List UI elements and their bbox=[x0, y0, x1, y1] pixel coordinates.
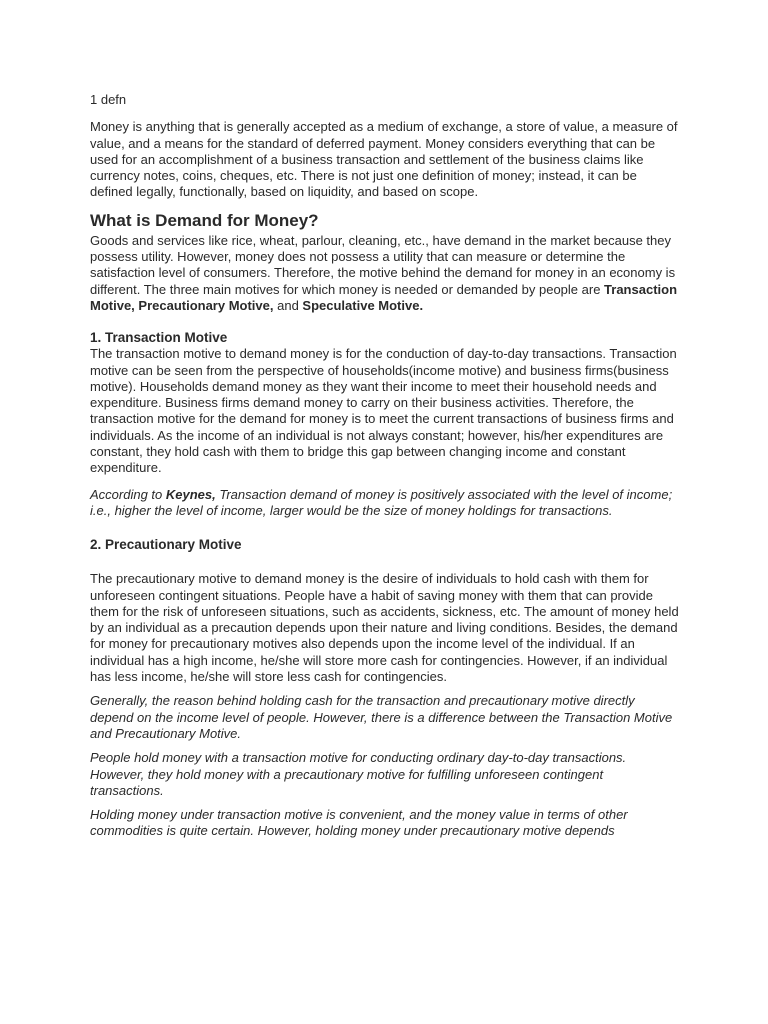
transaction-motive-heading: 1. Transaction Motive bbox=[90, 330, 228, 346]
demand-text: Goods and services like rice, wheat, parlour, cleaning, etc., have demand in the market because they possess utility. However, money does not possess a utility that can measure or determine the satisfaction level of consumers. Therefore, the motive behind the demand for money in an economy is different. The three main motives for which money is needed or demanded by people are bbox=[90, 232, 676, 297]
definition-label: 1 defn bbox=[90, 92, 127, 107]
precautionary-motive-paragraph: The precautionary motive to demand money is the desire of individuals to hold cash with them for unforeseen contingent situations. People have a habit of saving money with them that can provide them for the risk of unforeseen situations, such as accidents, sickness, etc. The amount of money held by an individual as a precaution depends upon their nature and living conditions. Besides, the demand for money for precautionary motives also depends upon the income level of the individual. If an individual has a high income, he/she will store more cash for contingencies. However, if an individual has less income, he/she will store less cash for contingencies. bbox=[90, 571, 679, 685]
quote-text: Transaction demand of money is positively associated with the level of income; i.e., higher the level of income, larger would be the size of money holdings for transactions. bbox=[90, 486, 673, 518]
demand-and: and bbox=[273, 297, 303, 313]
keynes-quote bbox=[90, 487, 680, 520]
demand-paragraph bbox=[90, 233, 680, 314]
demand-heading: What is Demand for Money? bbox=[90, 210, 319, 230]
precautionary-motive-heading: 2. Precautionary Motive bbox=[90, 537, 242, 553]
precautionary-italic-3: Holding money under transaction motive is convenient, and the money value in terms of other commodities is quite certain. However, holding money under precautionary motive depends bbox=[90, 807, 628, 839]
intro-paragraph: Money is anything that is generally accepted as a medium of exchange, a store of value, a measure of value, and a means for the standard of deferred payment. Money considers everything that can be used for an accomplishment of a business transaction and settlement of the business claims like currency notes, coins, cheques, etc. There is not just one definition of money; instead, it can be defined legally, functionally, based on liquidity, and based on scope. bbox=[90, 119, 678, 200]
document-content bbox=[90, 92, 680, 840]
precautionary-italic-1: Generally, the reason behind holding cash for the transaction and precautionary motive directly depend on the income level of people. However, there is a difference between the Transaction Motive and Precautionary Motive. bbox=[90, 693, 673, 741]
demand-bold-motives: Transaction Motive, Precautionary Motive, bbox=[90, 281, 678, 313]
quote-prefix: According to bbox=[90, 486, 166, 502]
transaction-motive-paragraph: The transaction motive to demand money is for the conduction of day-to-day transactions. Transaction motive can be seen from the perspective of households(income motive) and business firms(business motive). Households demand money as they want their income to meet their household needs and expenditure. Business firms demand money to carry on their business activities. Therefore, the transaction motive for the demand for money is to meet the current transactions of business firms and individuals. As the income of an individual is not always constant; however, his/her expenditures are constant, they hold cash with them to bridge this gap between changing income and constant expenditure. bbox=[90, 346, 677, 476]
demand-bold-speculative: Speculative Motive. bbox=[302, 297, 424, 313]
quote-keynes: Keynes, bbox=[165, 486, 216, 502]
precautionary-italic-2: People hold money with a transaction motive for conducting ordinary day-to-day transactions. However, they hold money with a precautionary motive for fulfilling unforeseen contingent transactions. bbox=[90, 750, 627, 798]
